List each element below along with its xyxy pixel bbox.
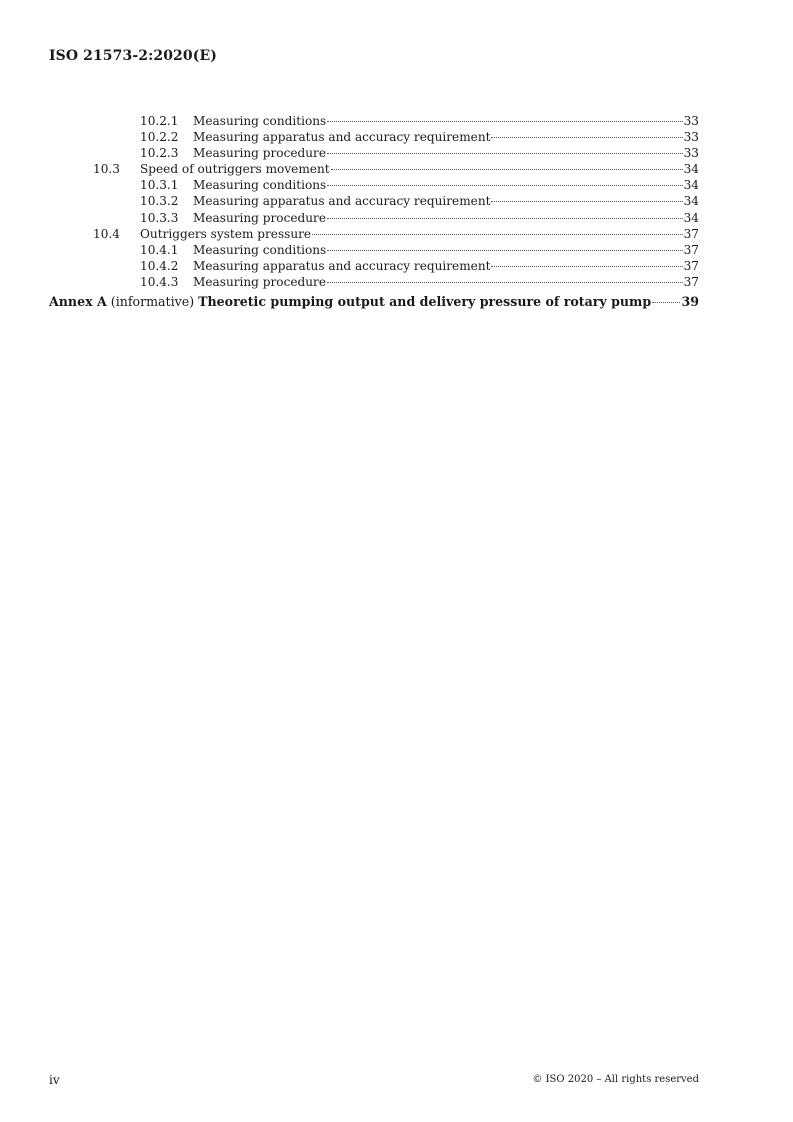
toc-entry[interactable] (49, 193, 699, 209)
toc-entry-title: Measuring procedure (193, 146, 326, 161)
toc-entry-page: 34 (683, 178, 699, 193)
toc-entry-title: Measuring apparatus and accuracy requirement (193, 258, 491, 273)
dot-leader (491, 137, 682, 138)
dot-leader (327, 185, 682, 186)
dot-leader (327, 153, 683, 154)
toc-entry[interactable] (49, 161, 699, 177)
toc-entry-title: Speed of outriggers movement (140, 162, 330, 177)
toc-entry[interactable] (49, 113, 699, 129)
toc-entry-page: 37 (683, 242, 699, 257)
toc-entry-number: 10.3.3 (140, 210, 179, 225)
annex-label: Annex A (49, 294, 107, 310)
toc-entry-number: 10.4.2 (140, 258, 179, 273)
dot-leader (327, 282, 683, 283)
annex-page: 39 (681, 294, 699, 310)
copyright-notice: © ISO 2020 – All rights reserved (532, 1074, 699, 1085)
dot-leader (491, 201, 682, 202)
toc-entry-number: 10.2.3 (140, 146, 179, 161)
toc-entry-number: 10.3.1 (140, 178, 179, 193)
toc-entry[interactable] (49, 226, 699, 242)
toc-entry-page: 33 (683, 114, 699, 128)
toc-entry-number: 10.4 (93, 226, 120, 241)
toc-entry[interactable] (49, 177, 699, 193)
toc-entry-page: 33 (683, 146, 699, 161)
toc-entry-title: Measuring conditions (193, 114, 327, 128)
toc-entry-title: Measuring conditions (193, 242, 327, 257)
toc-entry-title: Measuring procedure (193, 210, 326, 225)
toc-entry-number: 10.2.2 (140, 130, 179, 145)
toc-entry-number: 10.2.1 (140, 114, 179, 128)
toc-entry[interactable] (49, 242, 699, 258)
dot-leader (331, 169, 683, 170)
toc-entry[interactable] (49, 145, 699, 161)
toc-entry-title: Measuring conditions (193, 178, 327, 193)
toc-entry-page: 37 (683, 274, 699, 289)
toc-entry-page: 34 (683, 194, 699, 209)
dot-leader (327, 218, 683, 219)
dot-leader (327, 121, 682, 122)
annex-qualifier: (informative) (110, 294, 195, 310)
toc-entry[interactable] (49, 210, 699, 226)
toc-entry[interactable] (49, 258, 699, 274)
toc-entry-page: 34 (683, 162, 699, 177)
dot-leader (327, 250, 682, 251)
dot-leader (491, 266, 682, 267)
toc-entry-number: 10.3.2 (140, 194, 179, 209)
toc-annex-entry[interactable] (49, 294, 699, 312)
toc-entry-page: 37 (683, 226, 699, 241)
toc-entry-title: Measuring apparatus and accuracy requirement (193, 130, 491, 145)
annex-title: Theoretic pumping output and delivery pressure of rotary pump (198, 294, 652, 310)
page-number: iv (49, 1073, 60, 1087)
toc-entry[interactable] (49, 129, 699, 145)
toc-entry-title: Measuring apparatus and accuracy requirement (193, 194, 491, 209)
toc-entry-number: 10.4.1 (140, 242, 179, 257)
toc-entry-page: 37 (683, 258, 699, 273)
document-id-header: ISO 21573-2:2020(E) (49, 48, 217, 64)
toc-entry-number: 10.3 (93, 162, 120, 177)
dot-leader (312, 234, 683, 235)
dot-leader (652, 302, 680, 303)
table-of-contents (49, 113, 699, 312)
toc-entry-page: 33 (683, 130, 699, 145)
toc-entry-title: Measuring procedure (193, 274, 326, 289)
toc-entry-number: 10.4.3 (140, 274, 179, 289)
toc-entry-page: 34 (683, 210, 699, 225)
toc-entry-title: Outriggers system pressure (140, 226, 312, 241)
toc-entry[interactable] (49, 274, 699, 290)
